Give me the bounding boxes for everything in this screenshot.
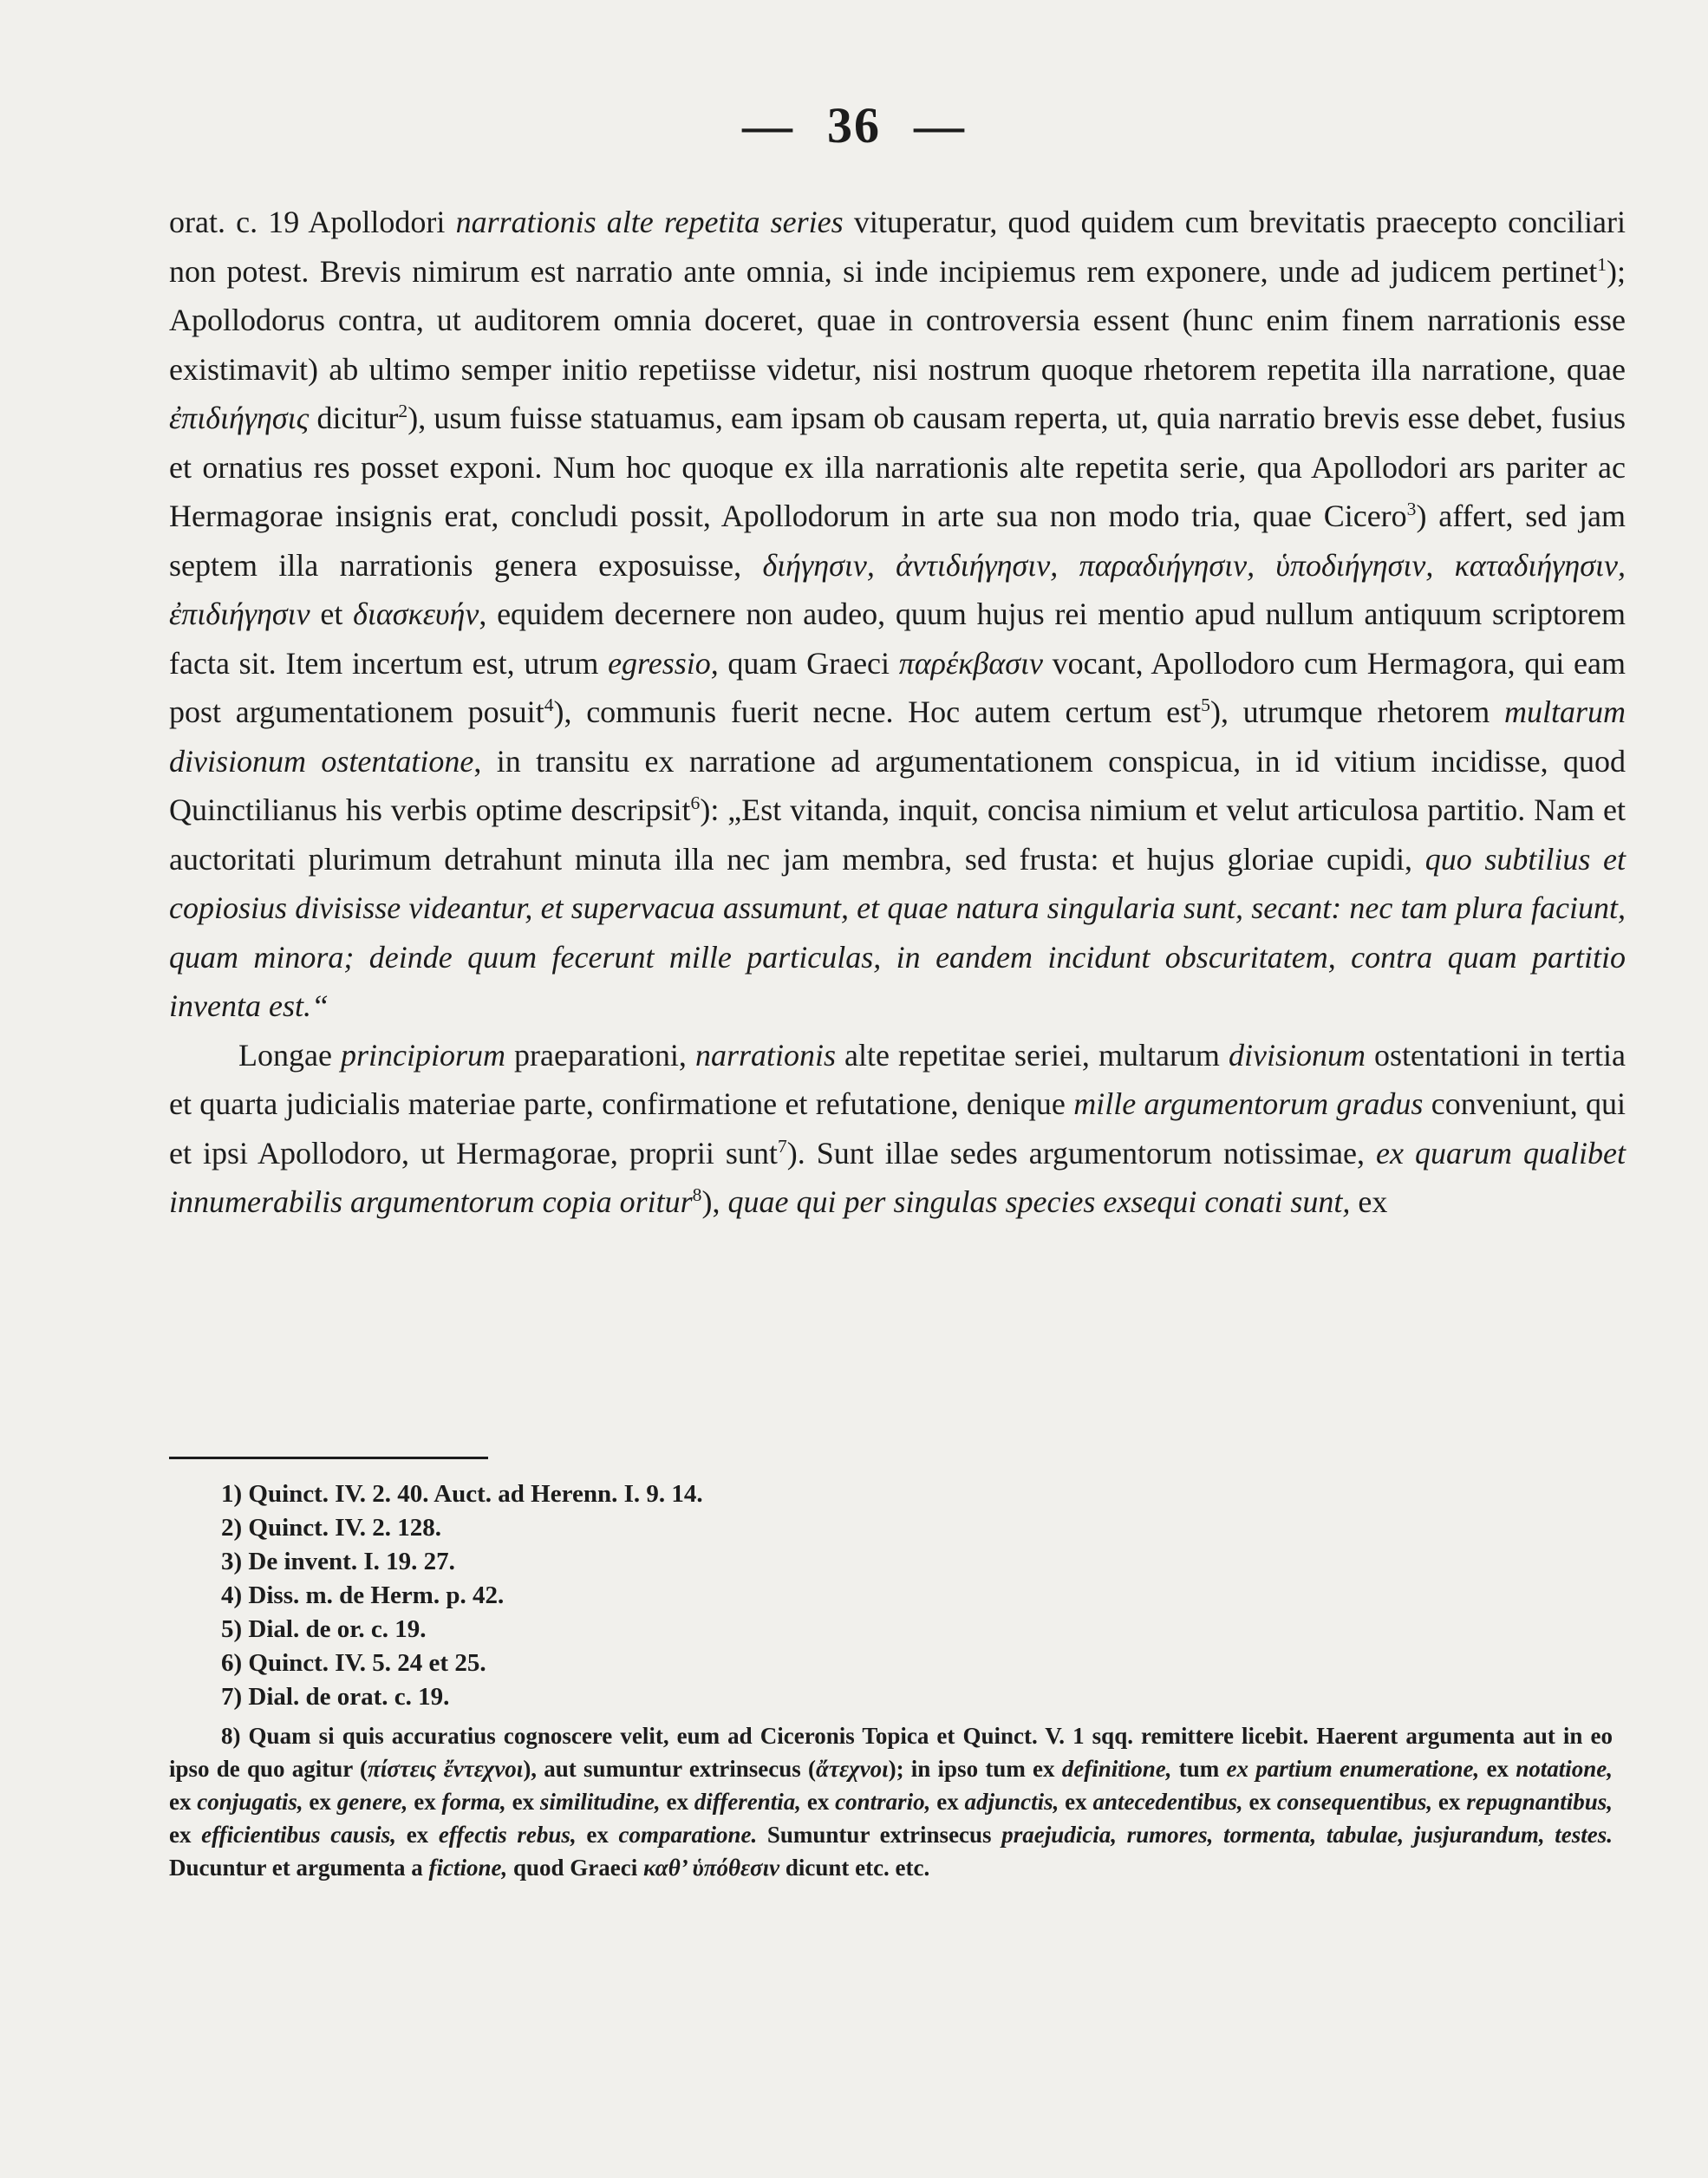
text-run: quod Graeci xyxy=(507,1855,643,1881)
italic-run: repugnantibus, xyxy=(1466,1789,1613,1815)
text-run: ), usum fuisse statuamus, eam ipsam ob causam reperta, ut, quia narratio brevis esse debet, fusius et ornatius res posset exponi. Num hoc quoque ex illa narrationis alte repetita serie, qua Apollodori ars pariter ac Hermagorae insignis erat, concludi possit, Apollodorum in arte sua non modo tria, quae Cicero xyxy=(169,401,1626,533)
italic-run: ex quarum qualibet innumerabilis argumentorum copia oritur xyxy=(169,1135,1626,1219)
header-dash-left: — xyxy=(742,97,794,153)
footnotes xyxy=(169,1477,1613,1884)
text-run: Sumuntur extrinsecus xyxy=(757,1822,1002,1848)
text-run: quam Graeci xyxy=(718,645,899,681)
text-run: ); Apollodorus contra, ut auditorem omnia doceret, quae in controversia essent (hunc enim finem narrationis esse existimavit) ab ultimo semper initio repetiisse videtur, nisi nostrum quoque rhetorem repetita illa narratione, quae xyxy=(169,253,1626,387)
italic-run: similitudine, xyxy=(539,1789,661,1815)
text-run: ex xyxy=(1242,1789,1277,1815)
italic-run: narrationis alte repetita series xyxy=(455,205,844,239)
footnote-3: 3) De invent. I. 19. 27. xyxy=(221,1548,455,1575)
footnote-ref: 8 xyxy=(692,1184,702,1205)
italic-run: mille argumentorum gradus xyxy=(1073,1086,1424,1121)
text-run: ex xyxy=(660,1789,694,1815)
text-run: ex xyxy=(303,1789,337,1815)
text-run: ex xyxy=(1479,1756,1516,1782)
text-run: , in transitu ex narratione ad argumentationem conspicua, in id vitium incidisse, quod Quinctilianus his verbis optime descripsit xyxy=(169,743,1627,827)
text-run: vituperatur, quod quidem cum brevitatis praecepto conciliari non potest. Brevis nimirum est narratio ante omnia, si inde incipiemus rem exponere, unde ad judicem pertinet xyxy=(169,205,1626,289)
text-run: ), communis fuerit necne. Hoc autem certum est xyxy=(553,694,1202,729)
text-run: ex xyxy=(1350,1184,1388,1219)
text-run: ex xyxy=(1059,1789,1093,1815)
greek-run: διήγησιν, ἀντιδιήγησιν, παραδιήγησιν, ὑποδιήγησιν, καταδιήγησιν, ἐπιδιήγησιν xyxy=(169,547,1626,631)
footnote-8 xyxy=(169,1719,1613,1884)
greek-run: πίστεις ἔντεχνοι xyxy=(368,1756,524,1782)
text-run: Longae xyxy=(238,1037,341,1073)
italic-run: efficientibus causis, xyxy=(201,1822,397,1848)
italic-run: consequentibus, xyxy=(1276,1789,1433,1815)
italic-run: principiorum xyxy=(340,1037,505,1073)
italic-run: egressio, xyxy=(608,645,719,681)
italic-run: differentia, xyxy=(694,1789,802,1815)
text-run: ) affert, sed jam septem illa narrationis genera exposuisse, xyxy=(169,499,1627,583)
footnote-ref: 1 xyxy=(1597,253,1607,275)
text-run: ex xyxy=(407,1789,442,1815)
text-run: , equidem decernere non audeo, quum hujus rei mentio apud nullum antiquum scriptorem facta sit. Item incertum est, utrum xyxy=(169,597,1626,681)
footnote-1: 1) Quinct. IV. 2. 40. Auct. ad Herenn. I. 9. 14. xyxy=(221,1480,703,1508)
footnote-6: 6) Quinct. IV. 5. 24 et 25. xyxy=(221,1649,486,1677)
italic-run: genere, xyxy=(336,1789,408,1815)
body-text xyxy=(169,198,1626,1227)
footnote-ref: 7 xyxy=(777,1135,787,1157)
footnote-ref: 2 xyxy=(398,401,408,421)
footnote-divider xyxy=(169,1457,488,1459)
italic-run: divisionum xyxy=(1228,1037,1366,1073)
text-run: ostentationi in tertia et quarta judicialis materiae parte, confirmatione et refutatione, denique xyxy=(169,1037,1626,1121)
text-run: ex xyxy=(169,1789,198,1815)
greek-run: παρέκβασιν xyxy=(898,645,1043,681)
footnote-7: 7) Dial. de orat. c. 19. xyxy=(221,1683,450,1711)
text-run: ), utrumque rhetorem xyxy=(1209,694,1504,729)
italic-run: antecedentibus, xyxy=(1092,1789,1243,1815)
footnote-2: 2) Quinct. IV. 2. 128. xyxy=(221,1514,442,1542)
text-run: ): „Est vitanda, inquit, concisa nimium et velut articulosa partitio. Nam et auctoritati plurimum detrahunt minuta illa nec jam membra, sed frusta: et hujus gloriae cupidi, xyxy=(169,792,1627,877)
italic-run: quae qui per singulas species exsequi conati sunt, xyxy=(727,1184,1351,1219)
greek-run: καθ’ ὑπόθεσιν xyxy=(643,1855,780,1881)
italic-run: adjunctis, xyxy=(964,1789,1059,1815)
italic-run: conjugatis, xyxy=(197,1789,303,1815)
text-run: et xyxy=(310,597,354,631)
text-run: dicitur xyxy=(309,401,399,435)
footnote-ref: 6 xyxy=(690,792,701,813)
italic-run: notatione, xyxy=(1516,1756,1613,1782)
text-run: praeparationi, xyxy=(505,1037,695,1073)
greek-run: ἐπιδιήγησις xyxy=(169,401,310,435)
paragraph-2 xyxy=(169,1031,1626,1227)
italic-run: praejudicia, rumores, tormenta, tabulae, jusjurandum, testes. xyxy=(1001,1822,1613,1848)
text-run: vocant, Apollodoro cum Hermagora, qui eam post argumentationem posuit xyxy=(169,645,1627,729)
text-run: orat. c. 19 Apollodori xyxy=(169,205,456,239)
text-run: ), xyxy=(701,1184,728,1219)
text-run: 8) Quam si quis accuratius cognoscere velit, eum ad Ciceronis Topica et Quinct. V. 1 sqq. remittere licebit. Haerent argumenta aut in eo ipso de quo agitur ( xyxy=(169,1723,1613,1782)
text-run: ex xyxy=(169,1822,202,1848)
page-header xyxy=(0,91,1708,160)
italic-run: narrationis xyxy=(694,1037,837,1073)
text-run: ex xyxy=(801,1789,836,1815)
italic-run: multarum divisionum ostentatione xyxy=(169,694,1626,779)
text-run: dicunt etc. etc. xyxy=(779,1855,930,1881)
greek-run: διασκευήν xyxy=(353,597,479,631)
text-run: alte repetitae seriei, multarum xyxy=(836,1037,1229,1073)
italic-run: quo subtilius et copiosius divisisse videantur, et supervacua assumunt, et quae natura singularia sunt, secant: nec tam plura faciunt, quam minora; deinde quum fecerunt mille particulas, in eandem incidunt obscuritatem, contra quam partitio inventa est.“ xyxy=(169,841,1626,1023)
text-run: ex xyxy=(576,1822,619,1848)
text-run: conveniunt, qui et ipsi Apollodoro, ut Hermagorae, proprii sunt xyxy=(169,1086,1626,1171)
text-run: ex xyxy=(505,1789,540,1815)
text-run: Ducuntur et argumenta a xyxy=(169,1855,429,1881)
italic-run: effectis rebus, xyxy=(438,1822,577,1848)
text-run: ex xyxy=(1432,1789,1467,1815)
text-run: ex xyxy=(396,1822,439,1848)
text-run: ). Sunt illae sedes argumentorum notissimae, xyxy=(786,1135,1377,1171)
text-run: ); in ipso tum ex xyxy=(888,1756,1062,1782)
footnote-ref: 4 xyxy=(544,694,554,715)
greek-run: ἄτεχνοι xyxy=(816,1756,889,1782)
paragraph-1 xyxy=(169,198,1626,1031)
page-number: 36 xyxy=(827,97,881,153)
italic-run: comparatione. xyxy=(618,1822,758,1848)
italic-run: definitione, xyxy=(1061,1756,1172,1782)
italic-run: fictione, xyxy=(428,1855,508,1881)
footnote-4: 4) Diss. m. de Herm. p. 42. xyxy=(221,1581,505,1609)
footnote-ref: 5 xyxy=(1201,694,1210,715)
footnote-5: 5) Dial. de or. c. 19. xyxy=(221,1615,427,1643)
text-run: tum xyxy=(1171,1756,1227,1782)
italic-run: forma, xyxy=(441,1789,506,1815)
header-dash-right: — xyxy=(914,97,966,153)
text-run: ex xyxy=(930,1789,965,1815)
italic-run: ex partium enumeratione, xyxy=(1226,1756,1480,1782)
italic-run: contrario, xyxy=(835,1789,931,1815)
footnote-ref: 3 xyxy=(1406,499,1417,519)
text-run: ), aut sumuntur extrinsecus ( xyxy=(523,1756,817,1782)
